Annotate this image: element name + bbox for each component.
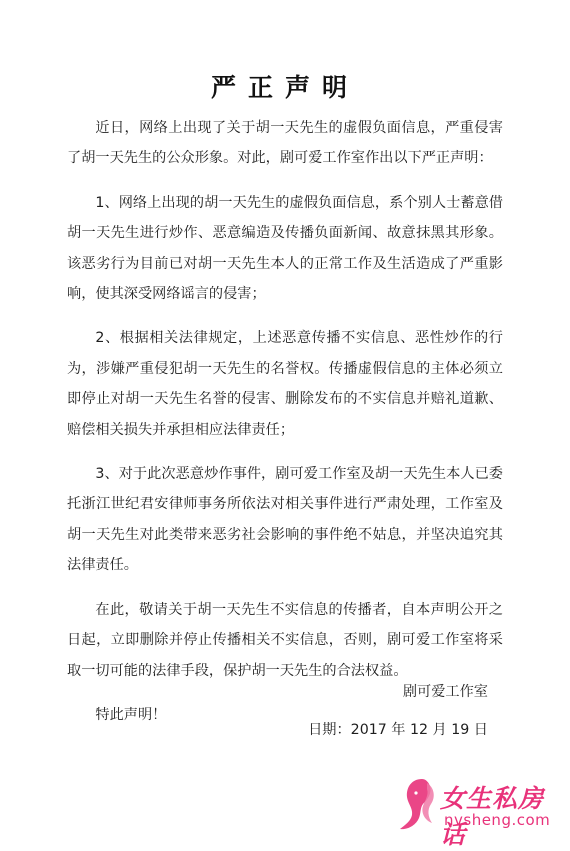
paragraph-closing: 在此，敬请关于胡一天先生不实信息的传播者，自本声明公开之日起，立即删除并停止传播相关不实信息，否则，剧可爱工作室将采取一切可能的法律手段，保护胡一天先生的合法权益。 bbox=[67, 601, 503, 679]
watermark-brand: 女生私房话 bbox=[440, 784, 545, 849]
paragraph-intro: 近日，网络上出现了关于胡一天先生的虚假负面信息，严重侵害了胡一天先生的公众形象。对此，剧可爱工作室作出以下严正声明： bbox=[67, 120, 503, 167]
woman-silhouette-logo-icon bbox=[392, 773, 442, 835]
signature-date: 日期：2017 年 12 月 19 日 bbox=[308, 722, 488, 738]
paragraph-point-2: 2、根据相关法律规定，上述恶意传播不实信息、恶性炒作的行为，涉嫌严重侵犯胡一天先生的名誉权。传播虚假信息的主体必须立即停止对胡一天先生名誉的侵害、删除发布的不实信息并赔礼道歉、赔偿相关损失并承担相应法律责任； bbox=[67, 330, 503, 438]
paragraph-declaration: 特此声明！ bbox=[95, 706, 167, 723]
document-title: 严正声明 bbox=[210, 73, 359, 102]
document-body bbox=[67, 113, 503, 744]
paragraph-point-1: 1、网络上出现的胡一天先生的虚假负面信息，系个别人士蓄意借胡一天先生进行炒作、恶意编造及传播负面新闻、故意抹黑其形象。该恶劣行为目前已对胡一天先生本人的正常工作及生活造成了严重影响，使其深受网络谣言的侵害； bbox=[67, 194, 503, 303]
watermark-url: nvsheng.com bbox=[444, 811, 551, 829]
watermark bbox=[388, 771, 560, 849]
paragraph-point-3: 3、对于此次恶意炒作事件，剧可爱工作室及胡一天先生本人已委托浙江世纪君安律师事务所依法对相关事件进行严肃处理，工作室及胡一天先生对此类带来恶劣社会影响的事件绝不姑息，并坚决追究其法律责任。 bbox=[67, 466, 503, 574]
signature-studio: 剧可爱工作室 bbox=[402, 684, 488, 700]
